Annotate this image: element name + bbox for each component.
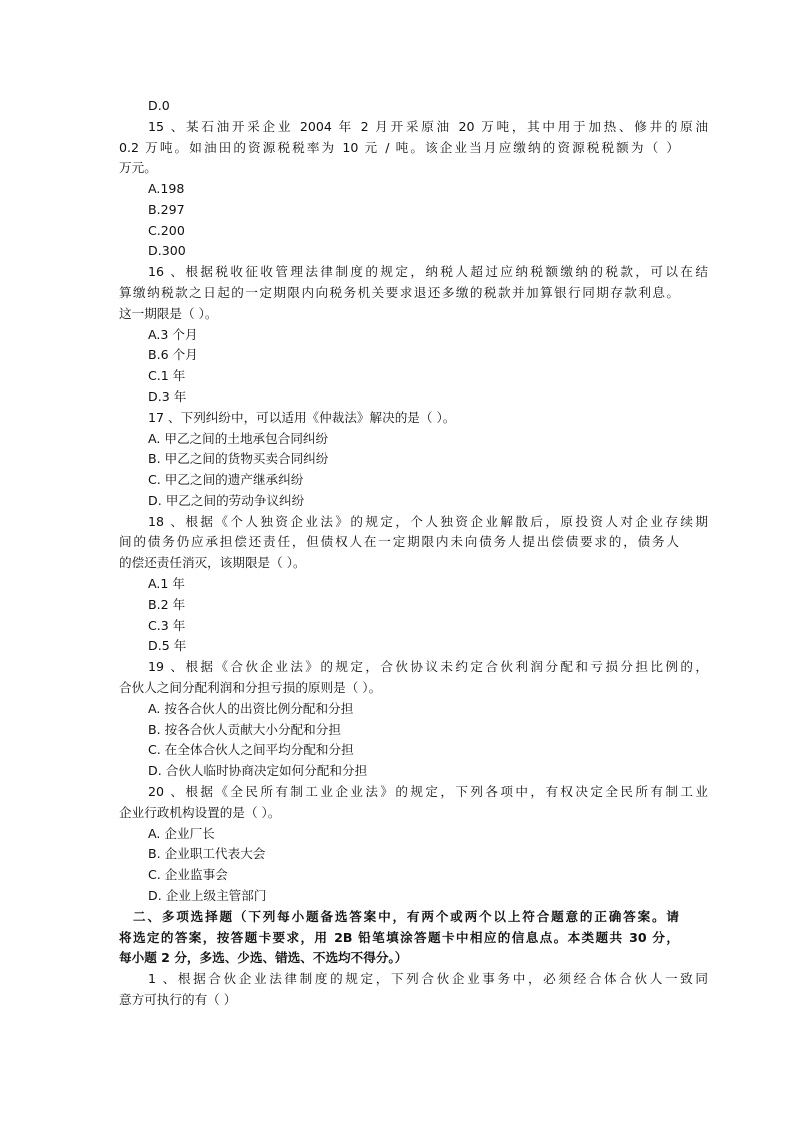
section-2-heading-line-3: 每小题 2 分，多选、少选、错选、不选均不得分。） <box>119 950 408 965</box>
question-15-option-c: C.200 <box>148 223 185 238</box>
question-20-option-a: A. 企业厂长 <box>148 826 215 841</box>
question-16-option-d: D.3 年 <box>148 389 187 404</box>
question-18-line-1: 18 、根据《个人独资企业法》的规定，个人独资企业解散后，原投资人对企业存续期 <box>148 514 708 529</box>
question-18-option-c: C.3 年 <box>148 618 186 633</box>
question-15-line-2: 0.2 万吨。如油田的资源税税率为 10 元 / 吨。该企业当月应缴纳的资源税税额为（ ） <box>119 140 679 155</box>
question-15-option-a: A.198 <box>148 181 185 196</box>
question-18-option-b: B.2 年 <box>148 597 186 612</box>
question-16-option-c: C.1 年 <box>148 368 186 383</box>
question-17-option-d: D. 甲乙之间的劳动争议纠纷 <box>148 493 305 508</box>
multi-question-1-line-1: 1 、根据合伙企业法律制度的规定，下列合伙企业事务中，必须经合体合伙人一致同 <box>148 971 708 986</box>
question-17-option-a: A. 甲乙之间的土地承包合同纠纷 <box>148 431 329 446</box>
section-2-heading-line-1: 二、多项选择题（下列每小题备选答案中，有两个或两个以上符合题意的正确答案。请 <box>133 909 679 924</box>
question-19-line-1: 19 、根据《合伙企业法》的规定，合伙协议未约定合伙利润分配和亏损分担比例的， <box>148 659 708 674</box>
question-20-option-b: B. 企业职工代表大会 <box>148 846 266 861</box>
question-17-option-c: C. 甲乙之间的遗产继承纠纷 <box>148 472 304 487</box>
question-16-option-b: B.6 个月 <box>148 347 198 362</box>
question-16-line-2: 算缴纳税款之日起的一定期限内向税务机关要求退还多缴的税款并加算银行同期存款利息。 <box>119 285 679 300</box>
question-19-option-c: C. 在全体合伙人之间平均分配和分担 <box>148 742 354 757</box>
question-17-option-b: B. 甲乙之间的货物买卖合同纠纷 <box>148 451 329 466</box>
question-15-option-b: B.297 <box>148 202 185 217</box>
multi-question-1-line-2: 意方可执行的有（ ） <box>119 992 237 1007</box>
question-20-option-d: D. 企业上级主管部门 <box>148 888 267 903</box>
question-16-line-1: 16 、根据税收征收管理法律制度的规定，纳税人超过应纳税额缴纳的税款，可以在结 <box>148 264 708 279</box>
question-18-option-a: A.1 年 <box>148 576 186 591</box>
question-17-line-1: 17 、下列纠纷中，可以适用《仲裁法》解决的是（ ）。 <box>148 410 456 425</box>
question-19-option-a: A. 按各合伙人的出资比例分配和分担 <box>148 701 354 716</box>
question-15-option-d: D.300 <box>148 243 186 258</box>
question-16-option-a: A.3 个月 <box>148 327 198 342</box>
question-18-option-d: D.5 年 <box>148 638 187 653</box>
question-20-option-c: C. 企业监事会 <box>148 867 228 882</box>
question-19-line-2: 合伙人之间分配利润和分担亏损的原则是（ ）。 <box>119 680 382 695</box>
question-18-line-2: 间的债务仍应承担偿还责任，但债权人在一定期限内未向债务人提出偿债要求的，债务人 <box>119 534 679 549</box>
section-2-heading-line-2: 将选定的答案，按答题卡要求，用 2B 铅笔填涂答题卡中相应的信息点。本类题共 30 分， <box>119 930 679 945</box>
question-16-line-3: 这一期限是（ ）。 <box>119 306 218 321</box>
question-19-option-b: B. 按各合伙人贡献大小分配和分担 <box>148 722 341 737</box>
question-15-line-1: 15 、某石油开采企业 2004 年 2 月开采原油 20 万吨，其中用于加热、修井的原油 <box>148 119 708 134</box>
option-d-prev: D.0 <box>148 98 170 113</box>
question-19-option-d: D. 合伙人临时协商决定如何分配和分担 <box>148 763 368 778</box>
question-20-line-1: 20 、根据《全民所有制工业企业法》的规定，下列各项中，有权决定全民所有制工业 <box>148 784 708 799</box>
question-20-line-2: 企业行政机构设置的是（ ）。 <box>119 805 281 820</box>
question-18-line-3: 的偿还责任消灭，该期限是（ ）。 <box>119 555 306 570</box>
question-15-line-3: 万元。 <box>119 160 157 175</box>
